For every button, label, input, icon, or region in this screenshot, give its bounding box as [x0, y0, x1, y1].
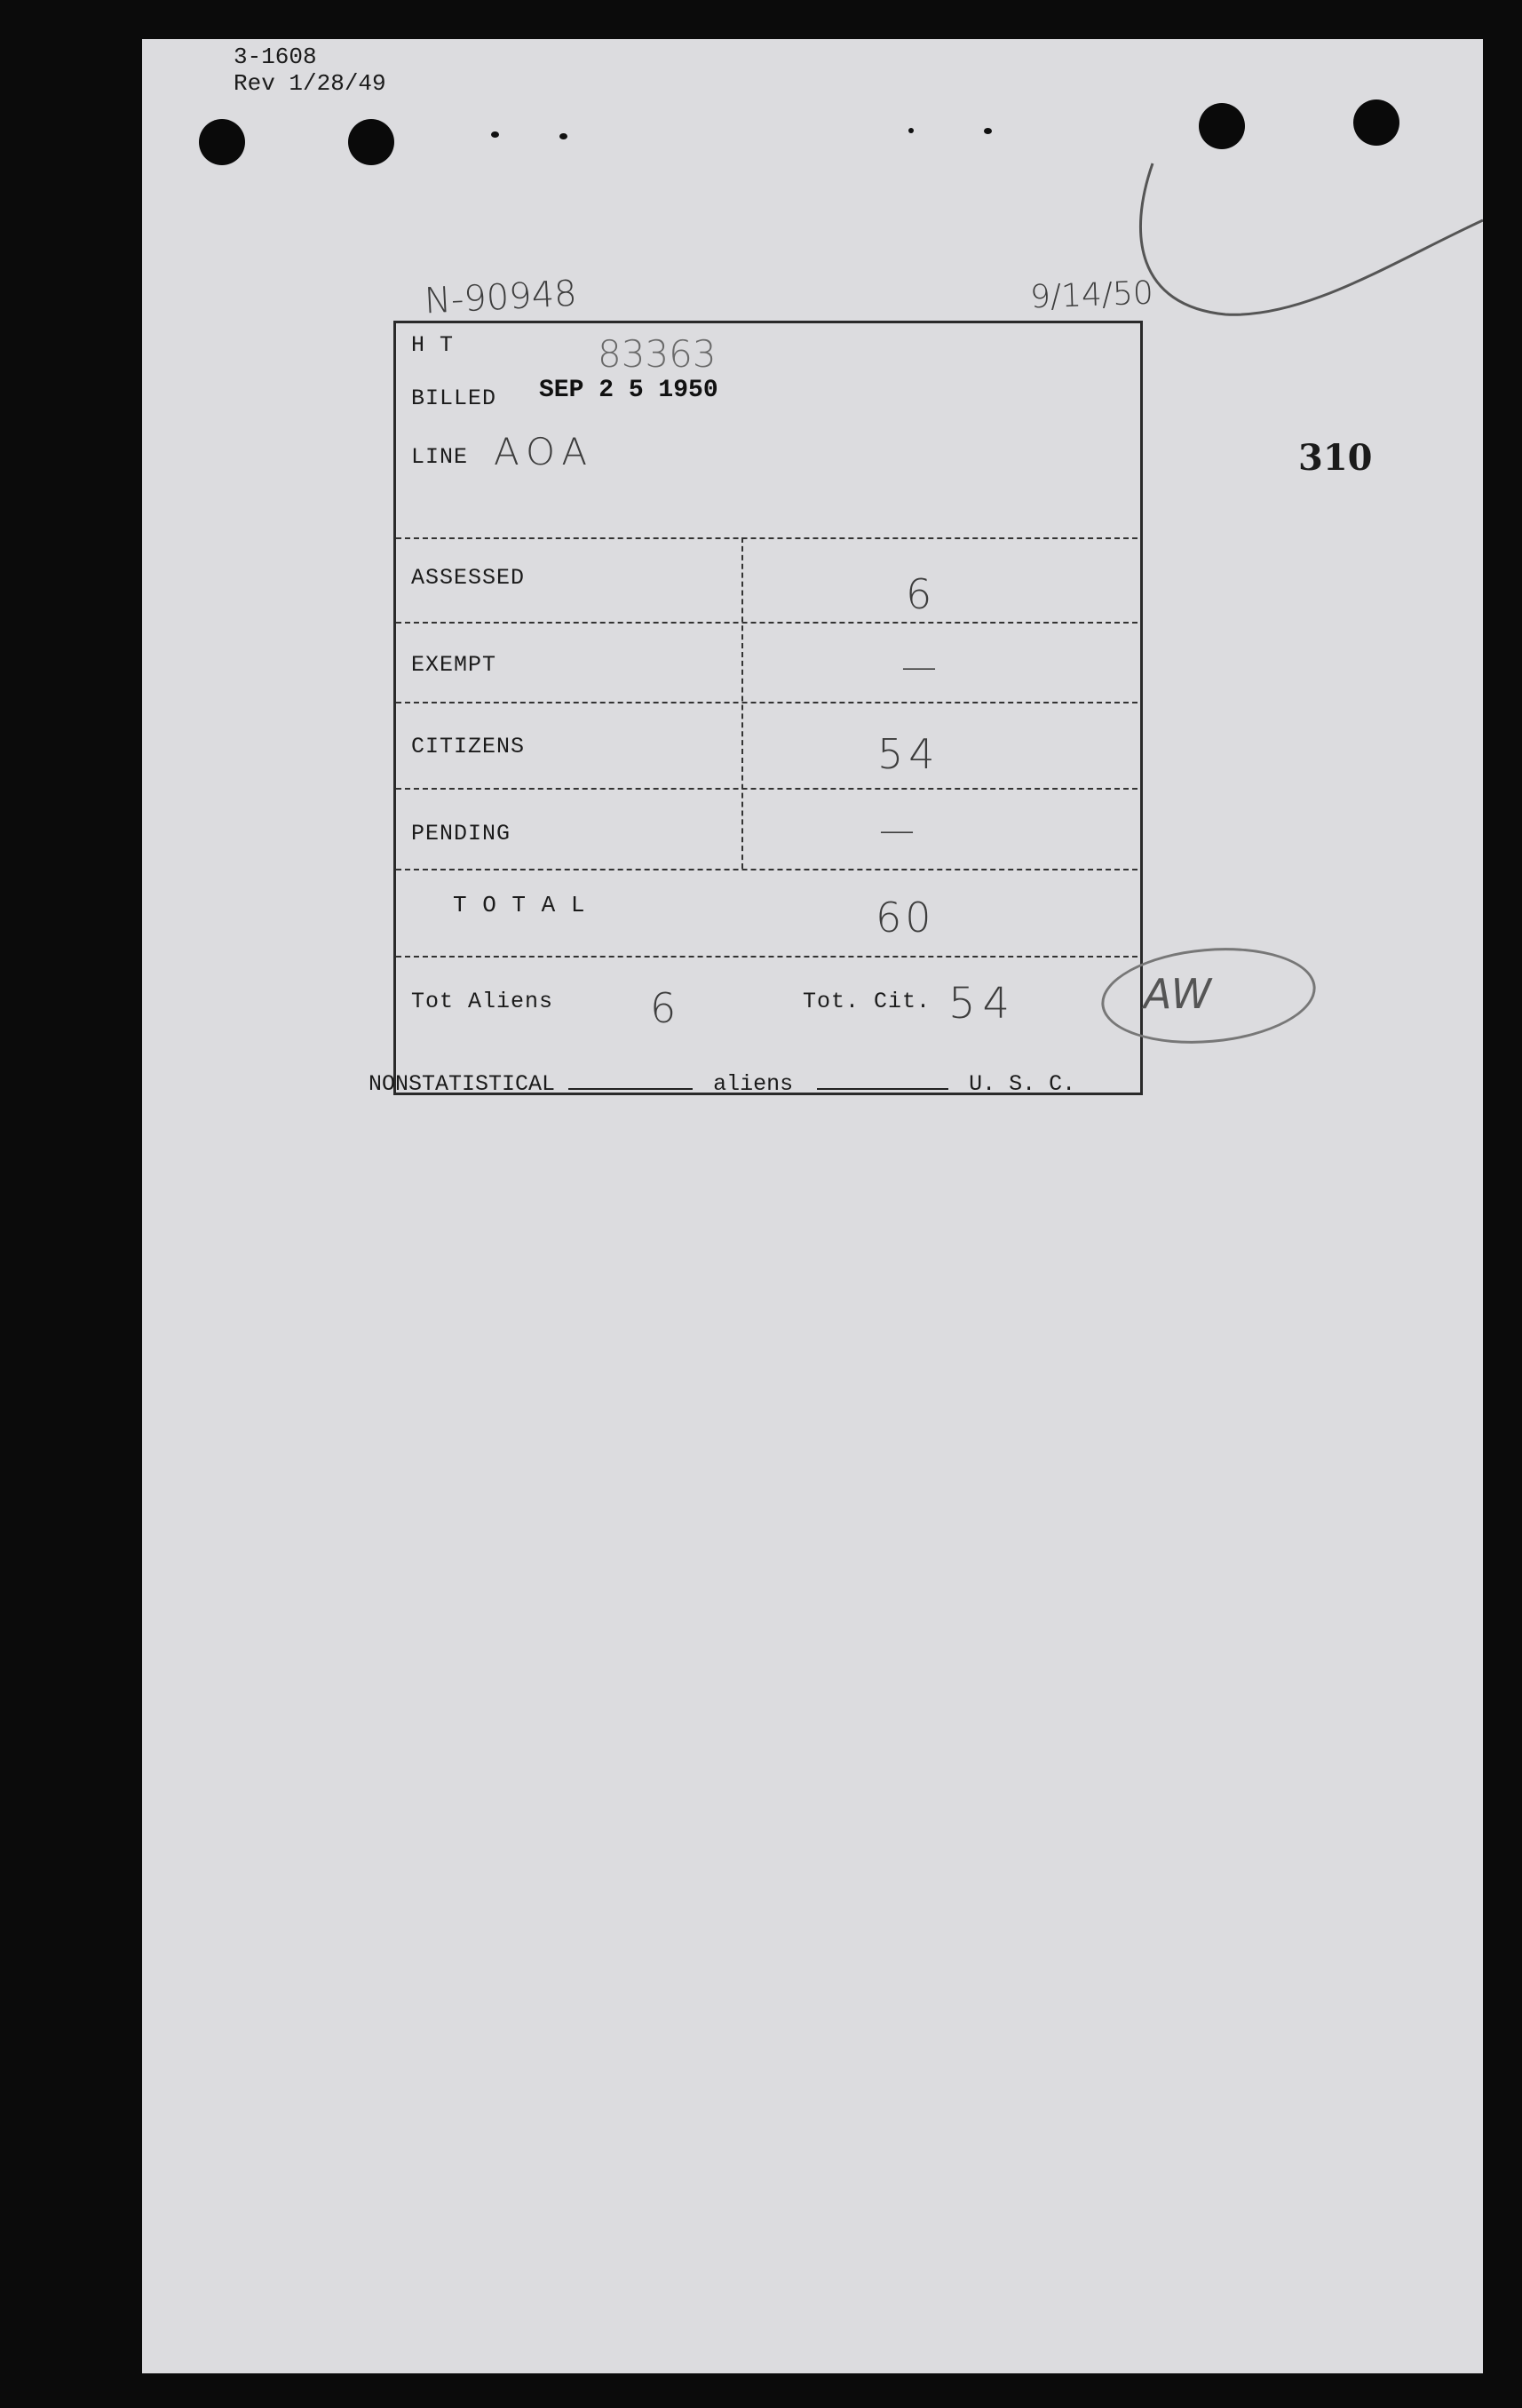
row-divider	[396, 537, 1138, 539]
exempt-label: EXEMPT	[411, 652, 497, 678]
row-divider	[396, 956, 1138, 958]
punch-hole	[199, 119, 245, 165]
punch-mark	[491, 131, 499, 138]
punch-mark	[559, 133, 567, 139]
handwritten-date: 9/14/50	[1029, 274, 1154, 316]
nonstatistical-label: NONSTATISTICAL	[369, 1071, 556, 1097]
row-divider	[396, 869, 1138, 870]
punch-mark	[908, 128, 914, 133]
ht-value: 83363	[598, 332, 717, 376]
row-divider	[396, 622, 1138, 624]
initials: AW	[1144, 970, 1212, 1018]
pending-value: —	[879, 810, 915, 851]
row-divider	[396, 788, 1138, 790]
tot-aliens-value: 6	[650, 984, 677, 1032]
tot-aliens-label: Tot Aliens	[411, 989, 554, 1014]
form-revision: Rev 1/28/49	[234, 70, 386, 97]
assessed-value: 6	[906, 570, 932, 618]
total-value: 60	[876, 894, 935, 942]
nonstatistical-row	[369, 1071, 1075, 1097]
line-value: AOA	[494, 430, 595, 473]
citizens-value: 54	[877, 730, 940, 778]
punch-hole	[348, 119, 394, 165]
aliens-label: aliens	[713, 1071, 794, 1097]
usc-label: U. S. C.	[969, 1071, 1076, 1097]
exempt-value: —	[901, 647, 937, 687]
page-number: 310	[1298, 437, 1373, 479]
billed-label: BILLED	[411, 385, 497, 411]
total-label: T O T A L	[453, 892, 586, 918]
punch-mark	[984, 128, 992, 134]
pending-label: PENDING	[411, 821, 511, 846]
file-number: N-90948	[423, 273, 578, 322]
tot-cit-value: 54	[948, 979, 1018, 1029]
document-page	[142, 39, 1483, 2373]
ht-label: H T	[411, 332, 455, 358]
pen-stroke	[1128, 128, 1483, 341]
line-label: LINE	[411, 444, 469, 470]
column-divider	[741, 537, 743, 869]
nonstatistical-blank	[568, 1088, 693, 1090]
row-divider	[396, 702, 1138, 703]
tot-cit-label: Tot. Cit.	[803, 989, 931, 1014]
assessed-label: ASSESSED	[411, 565, 526, 591]
form-number: 3-1608	[234, 44, 317, 70]
aliens-blank	[817, 1088, 948, 1090]
citizens-label: CITIZENS	[411, 734, 526, 759]
billed-stamp: SEP 2 5 1950	[539, 377, 718, 404]
